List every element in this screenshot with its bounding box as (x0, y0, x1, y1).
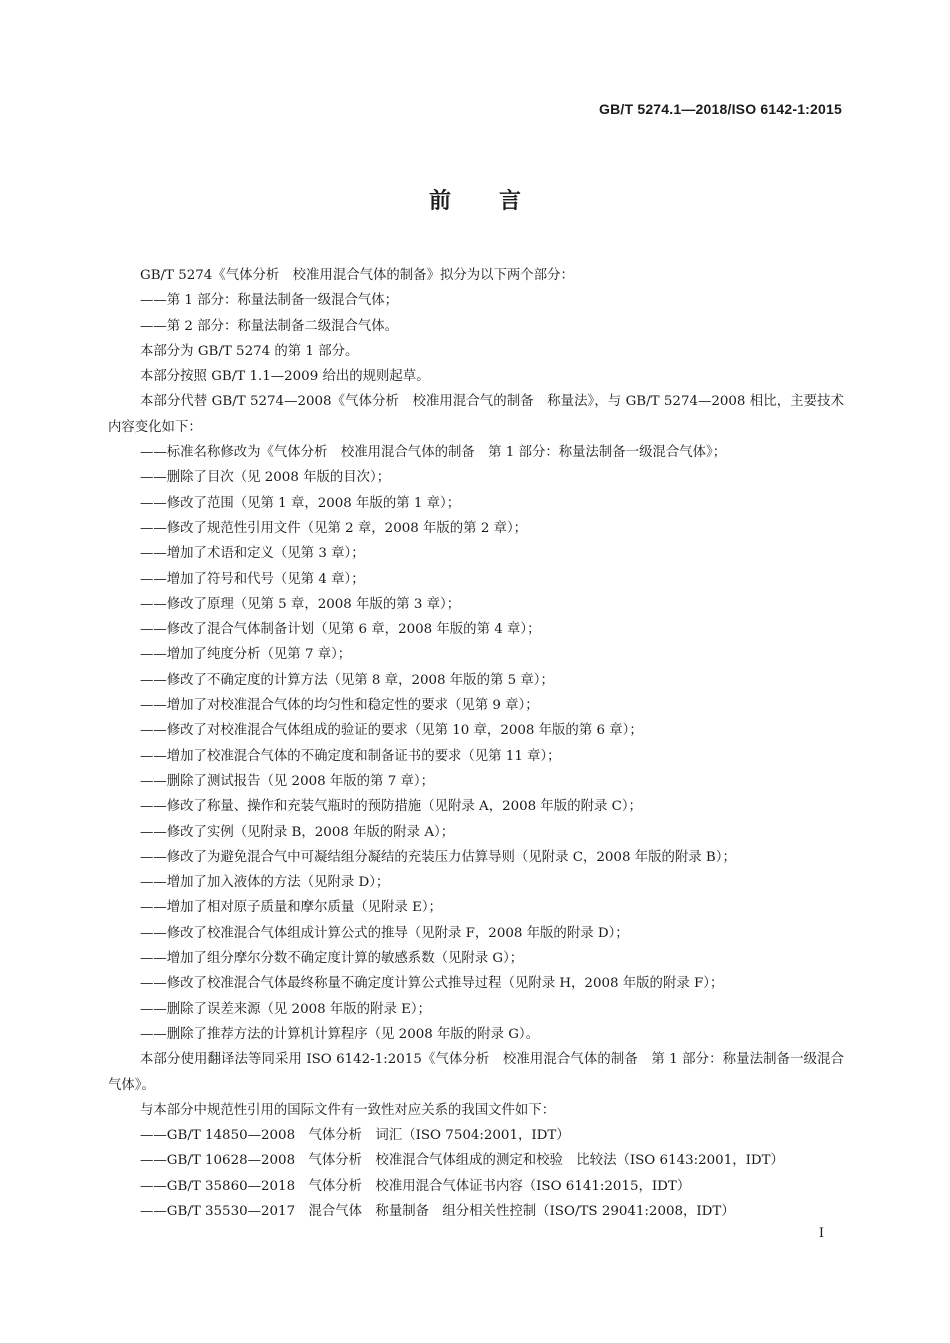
change-item: ——修改了实例（见附录 B，2008 年版的附录 A）； (140, 824, 455, 840)
reference-item: ——GB/T 10628—2008 气体分析 校准混合气体组成的测定和校验 比较法（ISO 6143:2001，IDT） (140, 1153, 784, 1169)
standard-code: GB/T 5274.1—2018/ISO 6142-1:2015 (599, 101, 842, 117)
reference-item: ——GB/T 14850—2008 气体分析 词汇（ISO 7504:2001，IDT） (140, 1128, 570, 1144)
change-item: ——修改了规范性引用文件（见第 2 章，2008 年版的第 2 章）； (140, 520, 528, 536)
part-item: ——第 2 部分：称量法制备二级混合气体。 (140, 318, 399, 334)
reference-item: ——GB/T 35530—2017 混合气体 称量制备 组分相关性控制（ISO/TS 29041:2008，IDT） (140, 1203, 735, 1219)
intro-paragraph-4: 本部分代替 GB/T 5274—2008《气体分析 校准用混合气的制备 称量法》，与 GB/T 5274—2008 相比，主要技术内容变化如下： (108, 394, 844, 435)
change-item: ——删除了测试报告（见 2008 年版的第 7 章）； (140, 773, 434, 789)
change-item: ——增加了组分摩尔分数不确定度计算的敏感系数（见附录 G）； (140, 951, 524, 967)
change-item: ——修改了不确定度的计算方法（见第 8 章，2008 年版的第 5 章）； (140, 672, 554, 688)
change-item: ——增加了符号和代号（见第 4 章）； (140, 571, 365, 587)
change-item: ——删除了误差来源（见 2008 年版的附录 E）； (140, 1001, 431, 1017)
part-item: ——第 1 部分：称量法制备一级混合气体； (140, 293, 399, 309)
adoption-paragraph: 本部分使用翻译法等同采用 ISO 6142-1:2015《气体分析 校准用混合气体的制备 第 1 部分：称量法制备一级混合气体》。 (108, 1052, 844, 1093)
change-item: ——增加了术语和定义（见第 3 章）； (140, 546, 365, 562)
change-item: ——删除了推荐方法的计算机计算程序（见 2008 年版的附录 G）。 (140, 1026, 539, 1042)
references-intro: 与本部分中规范性引用的国际文件有一致性对应关系的我国文件如下： (140, 1102, 556, 1118)
change-item: ——删除了目次（见 2008 年版的目次）； (140, 470, 391, 486)
change-item: ——增加了纯度分析（见第 7 章）； (140, 647, 352, 663)
change-item: ——修改了为避免混合气中可凝结组分凝结的充装压力估算导则（见附录 C，2008 年版的附录 B）； (140, 849, 736, 865)
page-title: 前言 (428, 189, 569, 214)
change-item: ——修改了校准混合气体最终称量不确定度计算公式推导过程（见附录 H，2008 年版的附录 F）； (140, 976, 724, 992)
page-number: I (818, 1226, 824, 1241)
intro-paragraph-3: 本部分按照 GB/T 1.1—2009 给出的规则起草。 (140, 369, 430, 385)
change-item: ——增加了加入液体的方法（见附录 D）； (140, 875, 390, 891)
intro-paragraph-1: GB/T 5274《气体分析 校准用混合气体的制备》拟分为以下两个部分： (140, 268, 574, 283)
intro-paragraph-2: 本部分为 GB/T 5274 的第 1 部分。 (140, 343, 359, 359)
change-item: ——修改了对校准混合气体组成的验证的要求（见第 10 章，2008 年版的第 6 章）； (140, 723, 643, 739)
change-item: ——标准名称修改为《气体分析 校准用混合气体的制备 第 1 部分：称量法制备一级混合气体》； (140, 445, 727, 461)
change-item: ——修改了范围（见第 1 章，2008 年版的第 1 章）； (140, 495, 461, 511)
change-item: ——修改了混合气体制备计划（见第 6 章，2008 年版的第 4 章）； (140, 622, 541, 638)
reference-item: ——GB/T 35860—2018 气体分析 校准用混合气体证书内容（ISO 6141:2015，IDT） (140, 1178, 691, 1194)
change-item: ——修改了校准混合气体组成计算公式的推导（见附录 F，2008 年版的附录 D）； (140, 925, 629, 941)
change-item: ——修改了称量、操作和充装气瓶时的预防措施（见附录 A，2008 年版的附录 C）； (140, 799, 642, 815)
change-item: ——增加了校准混合气体的不确定度和制备证书的要求（见第 11 章）； (140, 748, 561, 764)
foreword-body (108, 263, 844, 1224)
change-item: ——增加了相对原子质量和摩尔质量（见附录 E）； (140, 900, 442, 916)
change-item: ——修改了原理（见第 5 章，2008 年版的第 3 章）； (140, 596, 461, 612)
change-item: ——增加了对校准混合气体的均匀性和稳定性的要求（见第 9 章）； (140, 698, 539, 714)
